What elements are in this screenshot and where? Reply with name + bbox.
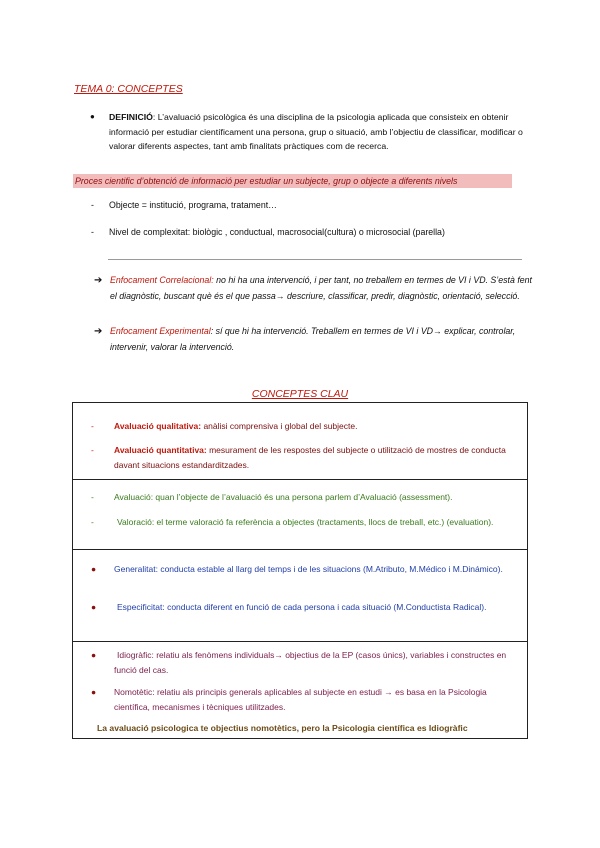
definition-label: DEFINICIÓ (109, 112, 153, 122)
concept-term: Nomotètic: (114, 687, 155, 697)
bullet-icon: ● (90, 112, 95, 121)
arrow-right-icon: ➔ (94, 275, 103, 286)
concept-qualitative (91, 419, 519, 434)
dash-marker: - (91, 200, 94, 210)
approach-correlational (94, 273, 534, 304)
arrow-right-icon: ➔ (94, 326, 103, 337)
concept-text: mesurament de les respostes del subjecte o utilització de mostres de conducta davant situacions estandarditzades. (114, 445, 506, 470)
dash-marker: - (91, 492, 94, 502)
concept-generality (91, 562, 519, 577)
concept-term: Avaluació quantitativa: (114, 445, 207, 455)
approach-text: : sí que hi ha intervenció. Treballem en termes de VI i VD→ explicar, controlar, intervenir, valorar la intervenció. (110, 326, 516, 352)
key-concepts-table (72, 402, 528, 739)
divider (108, 259, 522, 260)
table-divider (73, 549, 527, 550)
table-divider (73, 479, 527, 480)
concept-term: Avaluació (114, 492, 151, 502)
concept-term: Valoració (117, 517, 152, 527)
list-item-complexity (91, 227, 445, 237)
dash-marker: - (91, 445, 94, 455)
concept-assessment (91, 490, 519, 505)
concept-specificity (91, 600, 519, 615)
concept-term: Especificitat: (117, 602, 165, 612)
concept-term: Generalitat: (114, 564, 158, 574)
concept-text: conducta estable al llarg del temps i de les situacions (M.Atributo, M.Médico i M.Dinámico). (157, 564, 503, 574)
bullet-icon: ● (91, 602, 97, 612)
concept-quantitative (91, 443, 519, 472)
dash-marker: - (91, 227, 94, 237)
dash-marker: - (91, 517, 94, 527)
bullet-icon: ● (91, 687, 97, 697)
concept-evaluation (91, 515, 519, 530)
concept-idiographic (91, 648, 519, 677)
concept-text: relatiu als principis generals aplicables al subjecte en estudi → es basa en la Psicologia científica, mecanismes i tècniques utilitzades. (114, 687, 487, 712)
concept-text: : quan l’objecte de l’avaluació és una persona parlem d’Avaluació (assessment). (150, 492, 453, 502)
approach-lead: Enfocament Correlacional: (110, 275, 214, 285)
closing-statement: La avaluació psicologica te objectius nomotètics, pero la Psicologia científica es Idiogràfic (97, 723, 468, 733)
approach-experimental (94, 324, 534, 355)
concept-text: conducta diferent en funció de cada persona i cada situació (M.Conductista Radical). (164, 602, 487, 612)
approach-lead: Enfocament Experimental (110, 326, 211, 336)
list-item-text: Nivel de complexitat: biològic , conductual, macrosocial(cultura) o microsocial (parella) (109, 227, 445, 237)
bullet-icon: ● (91, 650, 97, 660)
dash-marker: - (91, 421, 94, 431)
concept-text: relatiu als fenòmens individuals→ objectius de la EP (casos únics), variables i constructes en funció del cas. (114, 650, 507, 675)
approach-text: no hi ha una intervenció, i per tant, no treballem en termes de VI i VD. S’està fent el diagnòstic, buscant què és el que passa→ descriure, classificar, predir, diagnòstic, orientació, selecció. (110, 275, 533, 301)
concept-text: : el terme valoració fa referència a objectes (tractaments, llocs de treball, etc.) (evaluation). (151, 517, 494, 527)
highlighted-summary: Proces cientific d’obtenció de informació per estudiar un subjecte, grup o objecte a diferents nivels (73, 174, 512, 188)
concept-term: Idiogràfic: (117, 650, 154, 660)
concept-text: anàlisi comprensiva i global del subjecte. (201, 421, 358, 431)
definition-paragraph (90, 110, 534, 154)
key-concepts-title: CONCEPTES CLAU (251, 388, 349, 400)
table-divider (73, 641, 527, 642)
list-item-text: Objecte = institució, programa, tratament… (109, 200, 277, 210)
page-title: TEMA 0: CONCEPTES (74, 83, 183, 95)
bullet-icon: ● (91, 564, 97, 574)
list-item-object (91, 200, 277, 210)
definition-text: : L’avaluació psicològica és una disciplina de la psicologia aplicada que consisteix en obtenir informació per estudiar científicament una persona, grup o situació, amb l’objectiu de classificar, modificar o valorar diferents aspectes, tant amb finalitats pràctiques com de recerca. (109, 112, 523, 151)
concept-term: Avaluació qualitativa: (114, 421, 202, 431)
concept-nomothetic (91, 685, 519, 714)
